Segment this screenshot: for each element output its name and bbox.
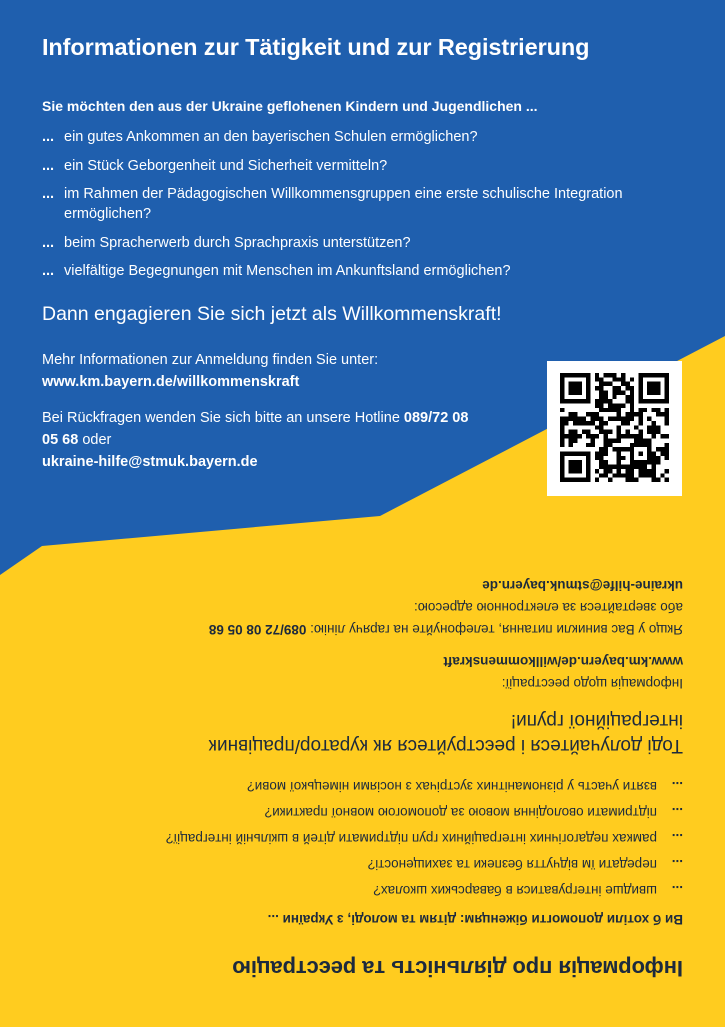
uk-intro: Ви б хотіли допомогти біженцям: дітям та молоді, з України ... — [267, 912, 683, 927]
uk-hotline-text: Якщо у Вас виникли питання, телефонуйте на гарячу лінію: — [310, 622, 683, 637]
uk-hotline-or: або звертайтеся за електронною адресою: — [414, 600, 683, 615]
ukrainian-section — [0, 520, 725, 1027]
list-item: ... ein gutes Ankommen an den bayerischen Schulen ermöglichen? — [42, 129, 478, 145]
list-item: ... vielfältige Begegnungen mit Menschen im Ankunftsland ermöglichen? — [42, 263, 511, 279]
list-item: ... ein Stück Geborgenheit und Sicherheit vermitteln? — [42, 157, 388, 174]
de-call-to-action: Dann engagieren Sie sich jetzt als Willkommenskraft! — [42, 303, 502, 325]
list-item: ... im Rahmen der Pädagogischen Willkommensgruppen eine erste schulische Integration ermöglichen? — [42, 186, 623, 222]
de-hotline-or: oder — [82, 432, 112, 448]
uk-title: Інформація про діяльність та реєстрацію — [232, 956, 683, 981]
uk-contact-info — [63, 574, 683, 694]
list-item: ... рамках педагогічних інтеграційних груп підтримати дітей в шкільній інтеграції? — [165, 831, 683, 846]
de-title: Informationen zur Tätigkeit und zur Registrierung — [42, 34, 590, 60]
uk-info-label: Інформація щодо реєстрації: — [501, 676, 683, 691]
uk-question-list — [44, 776, 683, 900]
de-contact-info — [42, 349, 482, 473]
de-question-list — [42, 127, 683, 281]
uk-registration-link[interactable]: www.km.bayern.de/willkommenskraft — [443, 654, 683, 669]
uk-hotline-phone[interactable]: 089/72 08 05 68 — [208, 622, 307, 637]
uk-call-to-action: Тоді долучайтеся і реєструйтеся як куратор/працівник інтеграційної групи! — [208, 710, 683, 756]
list-item: ... швидше інтегруватися в баварських школах? — [373, 883, 683, 898]
de-hotline-phone[interactable]: 089/72 08 05 68 — [42, 410, 469, 448]
list-item: ... передати їм відчуття безпеки та захищеності? — [367, 857, 683, 872]
de-hotline-text: Bei Rückfragen wenden Sie sich bitte an unsere Hotline — [42, 410, 400, 426]
de-intro: Sie möchten den aus der Ukraine geflohenen Kindern und Jugendlichen ... — [42, 98, 538, 114]
qr-code[interactable] — [547, 361, 682, 496]
list-item: ... beim Spracherwerb durch Sprachpraxis unterstützen? — [42, 234, 411, 251]
qr-code-icon — [560, 373, 669, 482]
de-email-link[interactable]: ukraine-hilfe@stmuk.bayern.de — [42, 454, 258, 470]
de-registration-link[interactable]: www.km.bayern.de/willkommenskraft — [42, 374, 300, 390]
list-item: ... взяти участь у різноманітних зустрічах з носіями німецької мови? — [247, 779, 683, 794]
list-item: ... підтримати оволодіння мовою за допомогою мовної практики? — [264, 805, 683, 820]
uk-email-link[interactable]: ukraine-hilfe@stmuk.bayern.de — [482, 578, 683, 593]
de-info-label: Mehr Informationen zur Anmeldung finden Sie unter: — [42, 352, 379, 368]
